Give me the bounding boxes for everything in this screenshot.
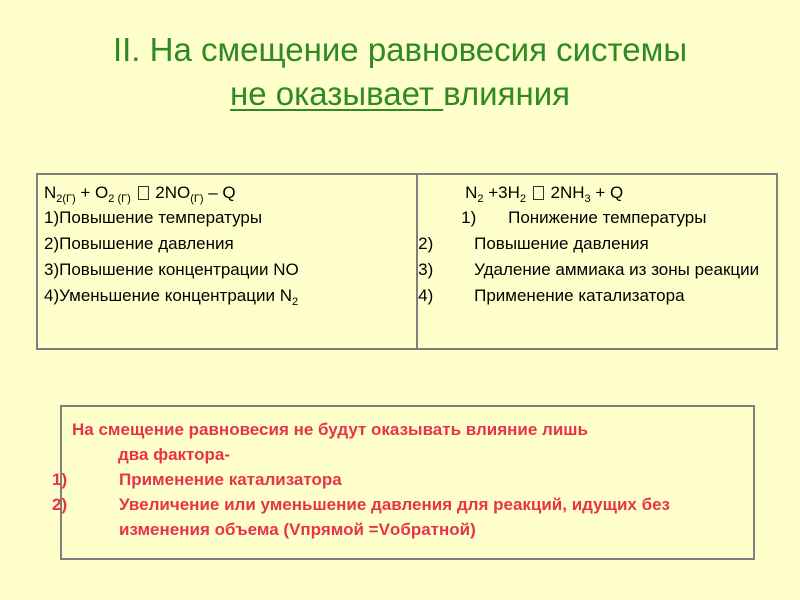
left-item-4: 4)Уменьшение концентрации $N_2$ (44, 286, 299, 308)
arrow-placeholder-icon (138, 186, 149, 200)
left-equation: $N_{2(Г)} + O_{2 (Г)}$ $2NO_{(Г)}$ – Q (44, 183, 236, 205)
conclusion-box (52, 405, 755, 560)
arrow-placeholder-icon (533, 186, 544, 200)
left-item-3: 3)Повышение концентрации NO (44, 260, 299, 279)
left-item-2: 2)Повышение давления (44, 234, 234, 253)
right-item-1: 1) Понижение температуры (461, 208, 707, 227)
right-column (417, 174, 777, 349)
comparison-table (36, 173, 778, 350)
left-column (37, 174, 417, 349)
right-item-3: 3) Удаление аммиака из зоны реакции (418, 260, 760, 279)
right-equation: $N_2 +3H_2$ $2NH_3 + Q$ (465, 183, 624, 205)
conclusion-item-1: 1) Применение катализатора (52, 470, 342, 489)
conclusion-item-2: 2) Увеличение или уменьшение давления для реакций, идущих без изменения объема (Vпрямой =Vобратной) (52, 495, 670, 539)
title-underlined-phrase: не оказывает (229, 75, 444, 112)
title-line-1: II. На смещение равновесия системы (112, 31, 688, 68)
left-item-1: 1)Повышение температуры (44, 208, 263, 227)
right-item-2: 2) Повышение давления (418, 234, 649, 253)
slide-title (0, 28, 800, 116)
right-item-4: 4) Применение катализатора (418, 286, 685, 305)
conclusion-intro: На смещение равновесия не будут оказывать влияние лишь два фактора- (72, 420, 588, 464)
title-line-2-rest: влияния (443, 75, 571, 112)
